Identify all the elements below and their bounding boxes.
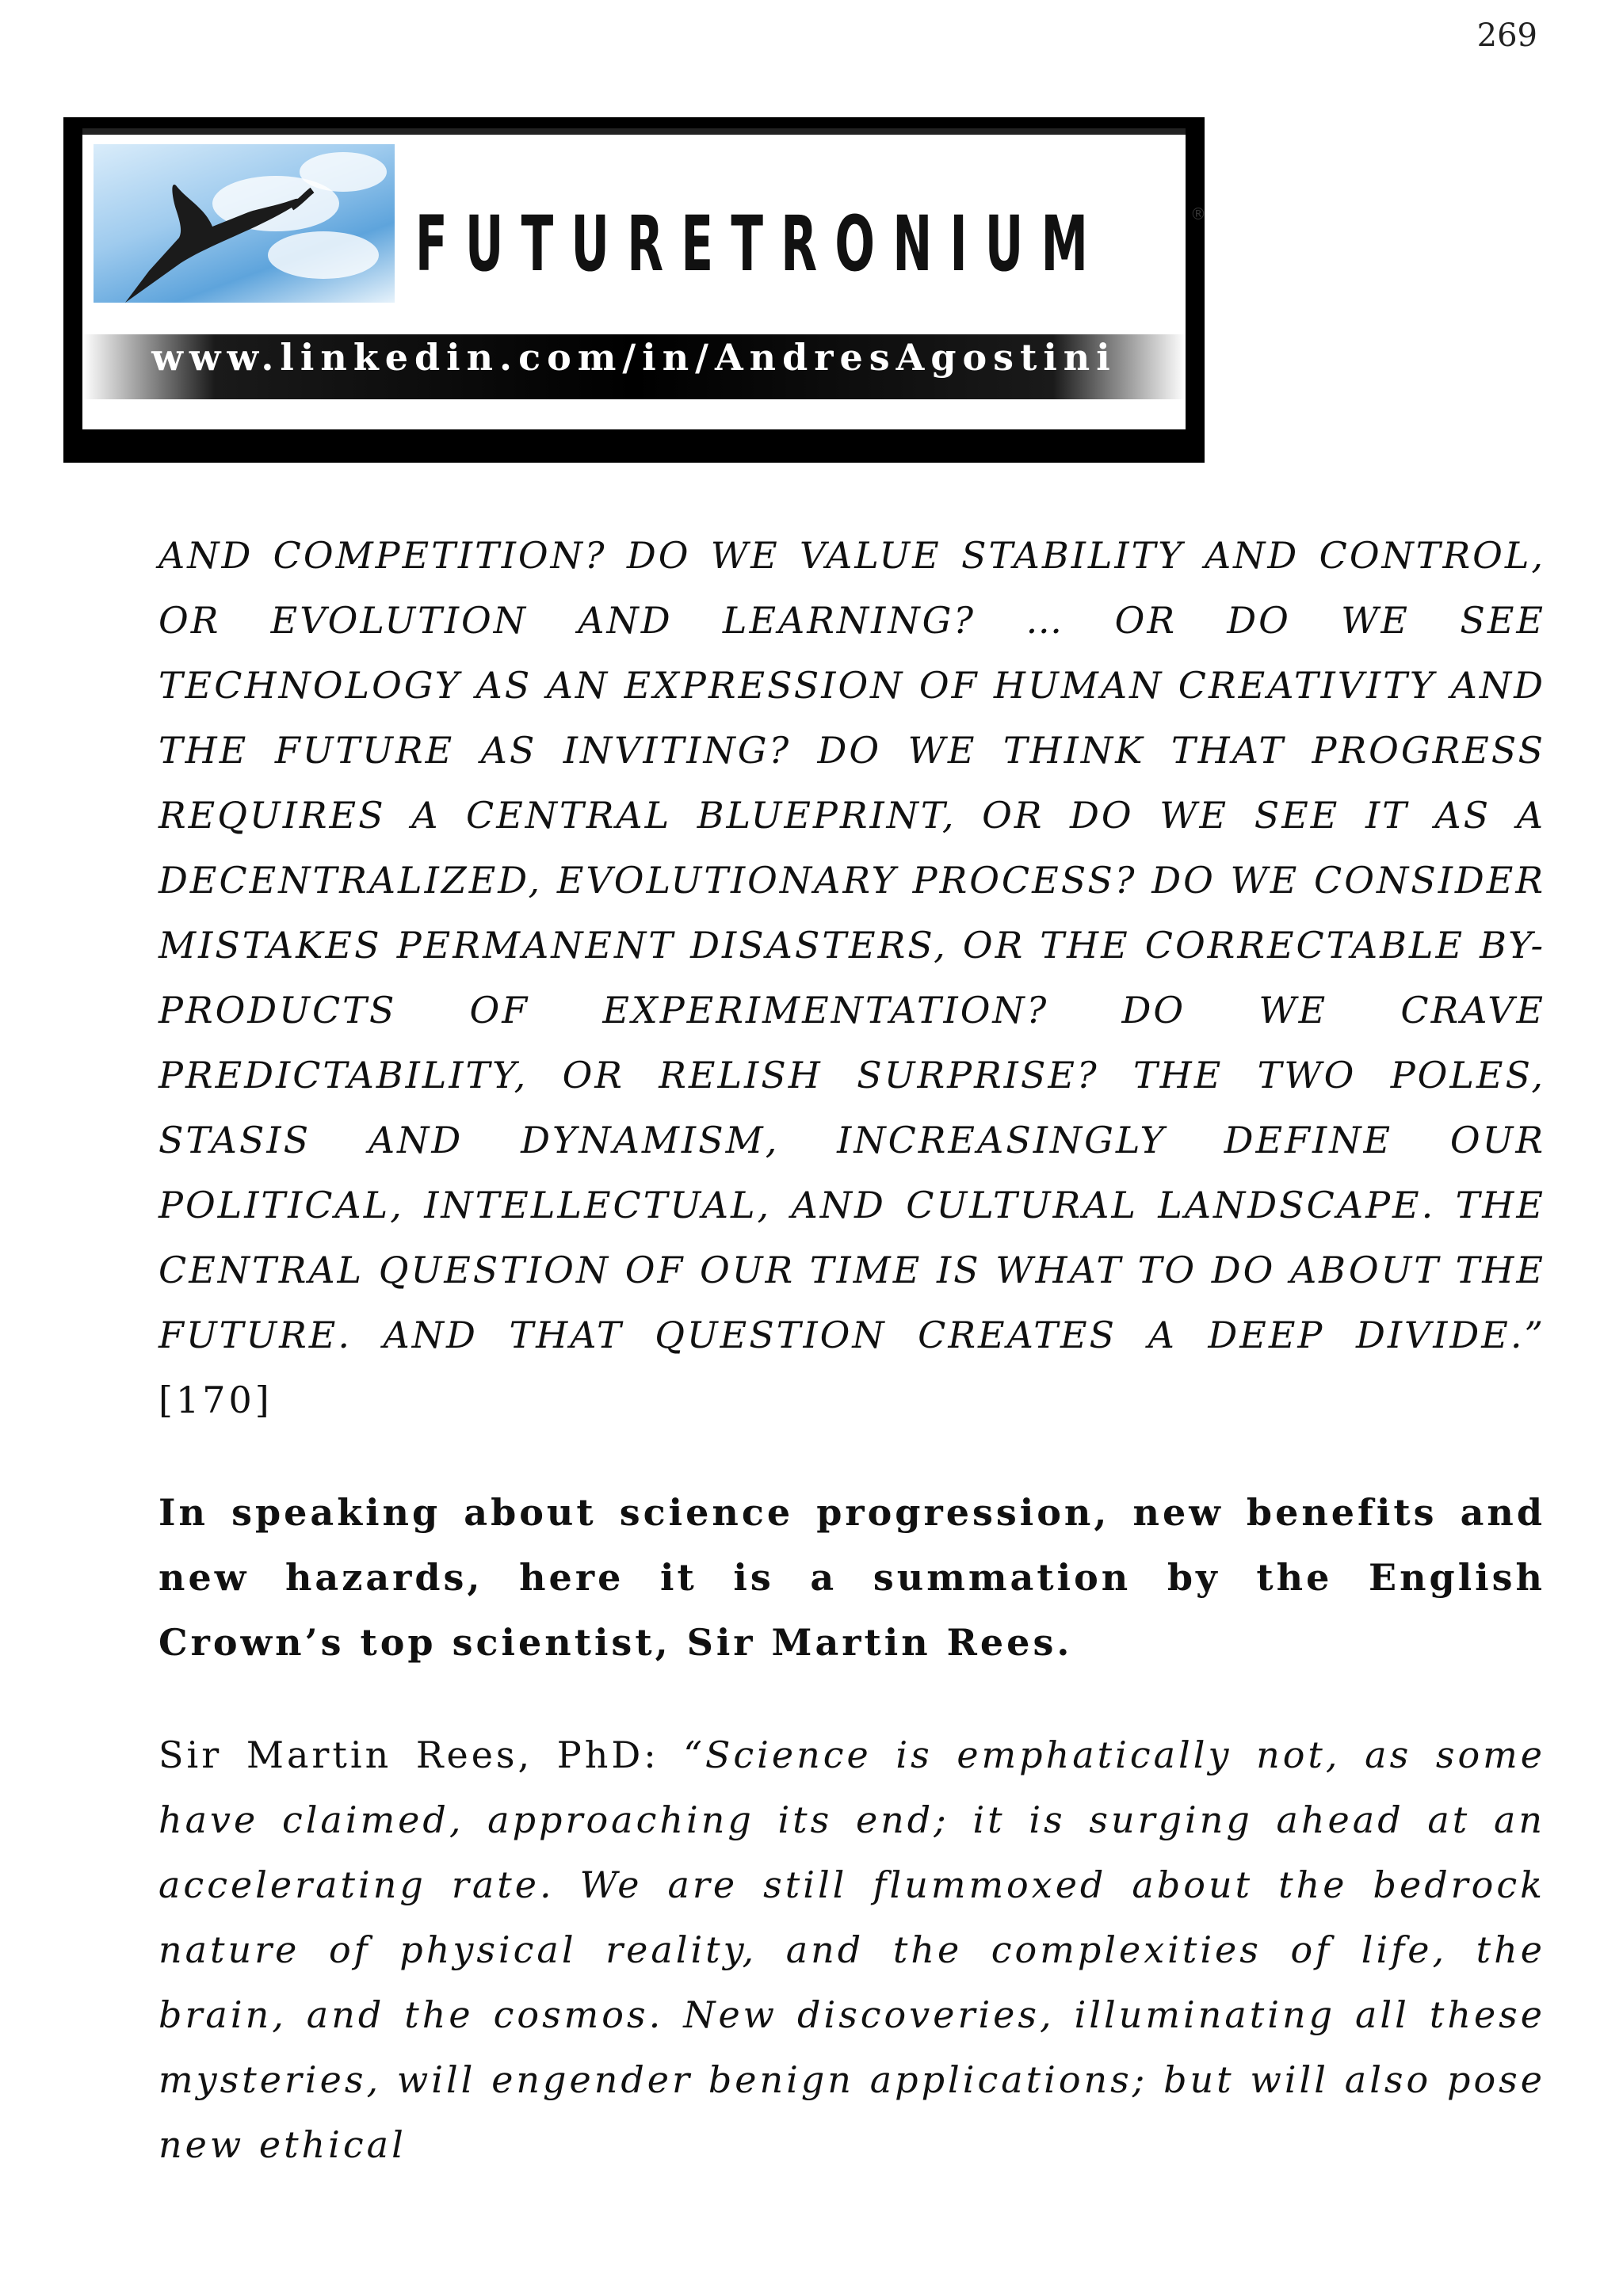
- citation: [170]: [158, 1379, 273, 1421]
- quote-block: [158, 523, 1545, 1432]
- sky-image: [94, 144, 395, 303]
- brand-title: FUTURETRONIUM: [415, 200, 1106, 288]
- intro-paragraph: In speaking about science progression, new benefits and new hazards, here it is a summation by the English Crown’s top scientist, Sir Martin Rees.: [158, 1491, 1545, 1664]
- speaker-label: Sir Martin Rees, PhD:: [158, 1733, 684, 1776]
- page-number: 269: [1476, 17, 1537, 54]
- banner-panel: [82, 128, 1206, 429]
- page-body: [158, 523, 1545, 2225]
- banner-top-rule: [82, 128, 1186, 135]
- quote-text: AND COMPETITION? DO WE VALUE STABILITY AND CONTROL, OR EVOLUTION AND LEARNING? … OR DO WE SEE TECHNOLOGY AS AN EXPRESSION OF HUMAN CREATIVITY AND THE FUTURE AS INVITING? DO WE THINK THAT PROGRESS REQUIRES A CENTRAL BLUEPRINT, OR DO WE SEE IT AS A DECENTRALIZED, EVOLUTIONARY PROCESS? DO WE CONSIDER MISTAKES PERMANENT DISASTERS, OR THE CORRECTABLE BY-PRODUCTS OF EXPERIMENTATION? DO WE CRAVE PREDICTABILITY, OR RELISH SURPRISE? THE TWO POLES, STASIS AND DYNAMISM, INCREASINGLY DEFINE OUR POLITICAL, INTELLECTUAL, AND CULTURAL LANDSCAPE. THE CENTRAL QUESTION OF OUR TIME IS WHAT TO DO ABOUT THE FUTURE. AND THAT QUESTION CREATES A DEEP DIVIDE.”: [158, 534, 1545, 1356]
- rees-paragraph: [158, 1722, 1545, 2177]
- banner-subtitle: FUTURETRONIUM, THE BOOK: [305, 401, 963, 433]
- registered-mark: ®: [1190, 204, 1206, 223]
- futuretronium-banner: [63, 117, 1205, 463]
- rees-quote: “Science is emphatically not, as some have claimed, approaching its end; it is surging ahead at an accelerating rate. We are still flummoxed about the bedrock nature of physical reality, and the complexities of life, the brain, and the cosmos. New discoveries, illuminating all these mysteries, will engender benign applications; but will also pose new ethical: [158, 1733, 1545, 2166]
- linkedin-url[interactable]: www.linkedin.com/in/AndresAgostini: [151, 336, 1117, 379]
- reaching-hand-icon: [94, 144, 395, 303]
